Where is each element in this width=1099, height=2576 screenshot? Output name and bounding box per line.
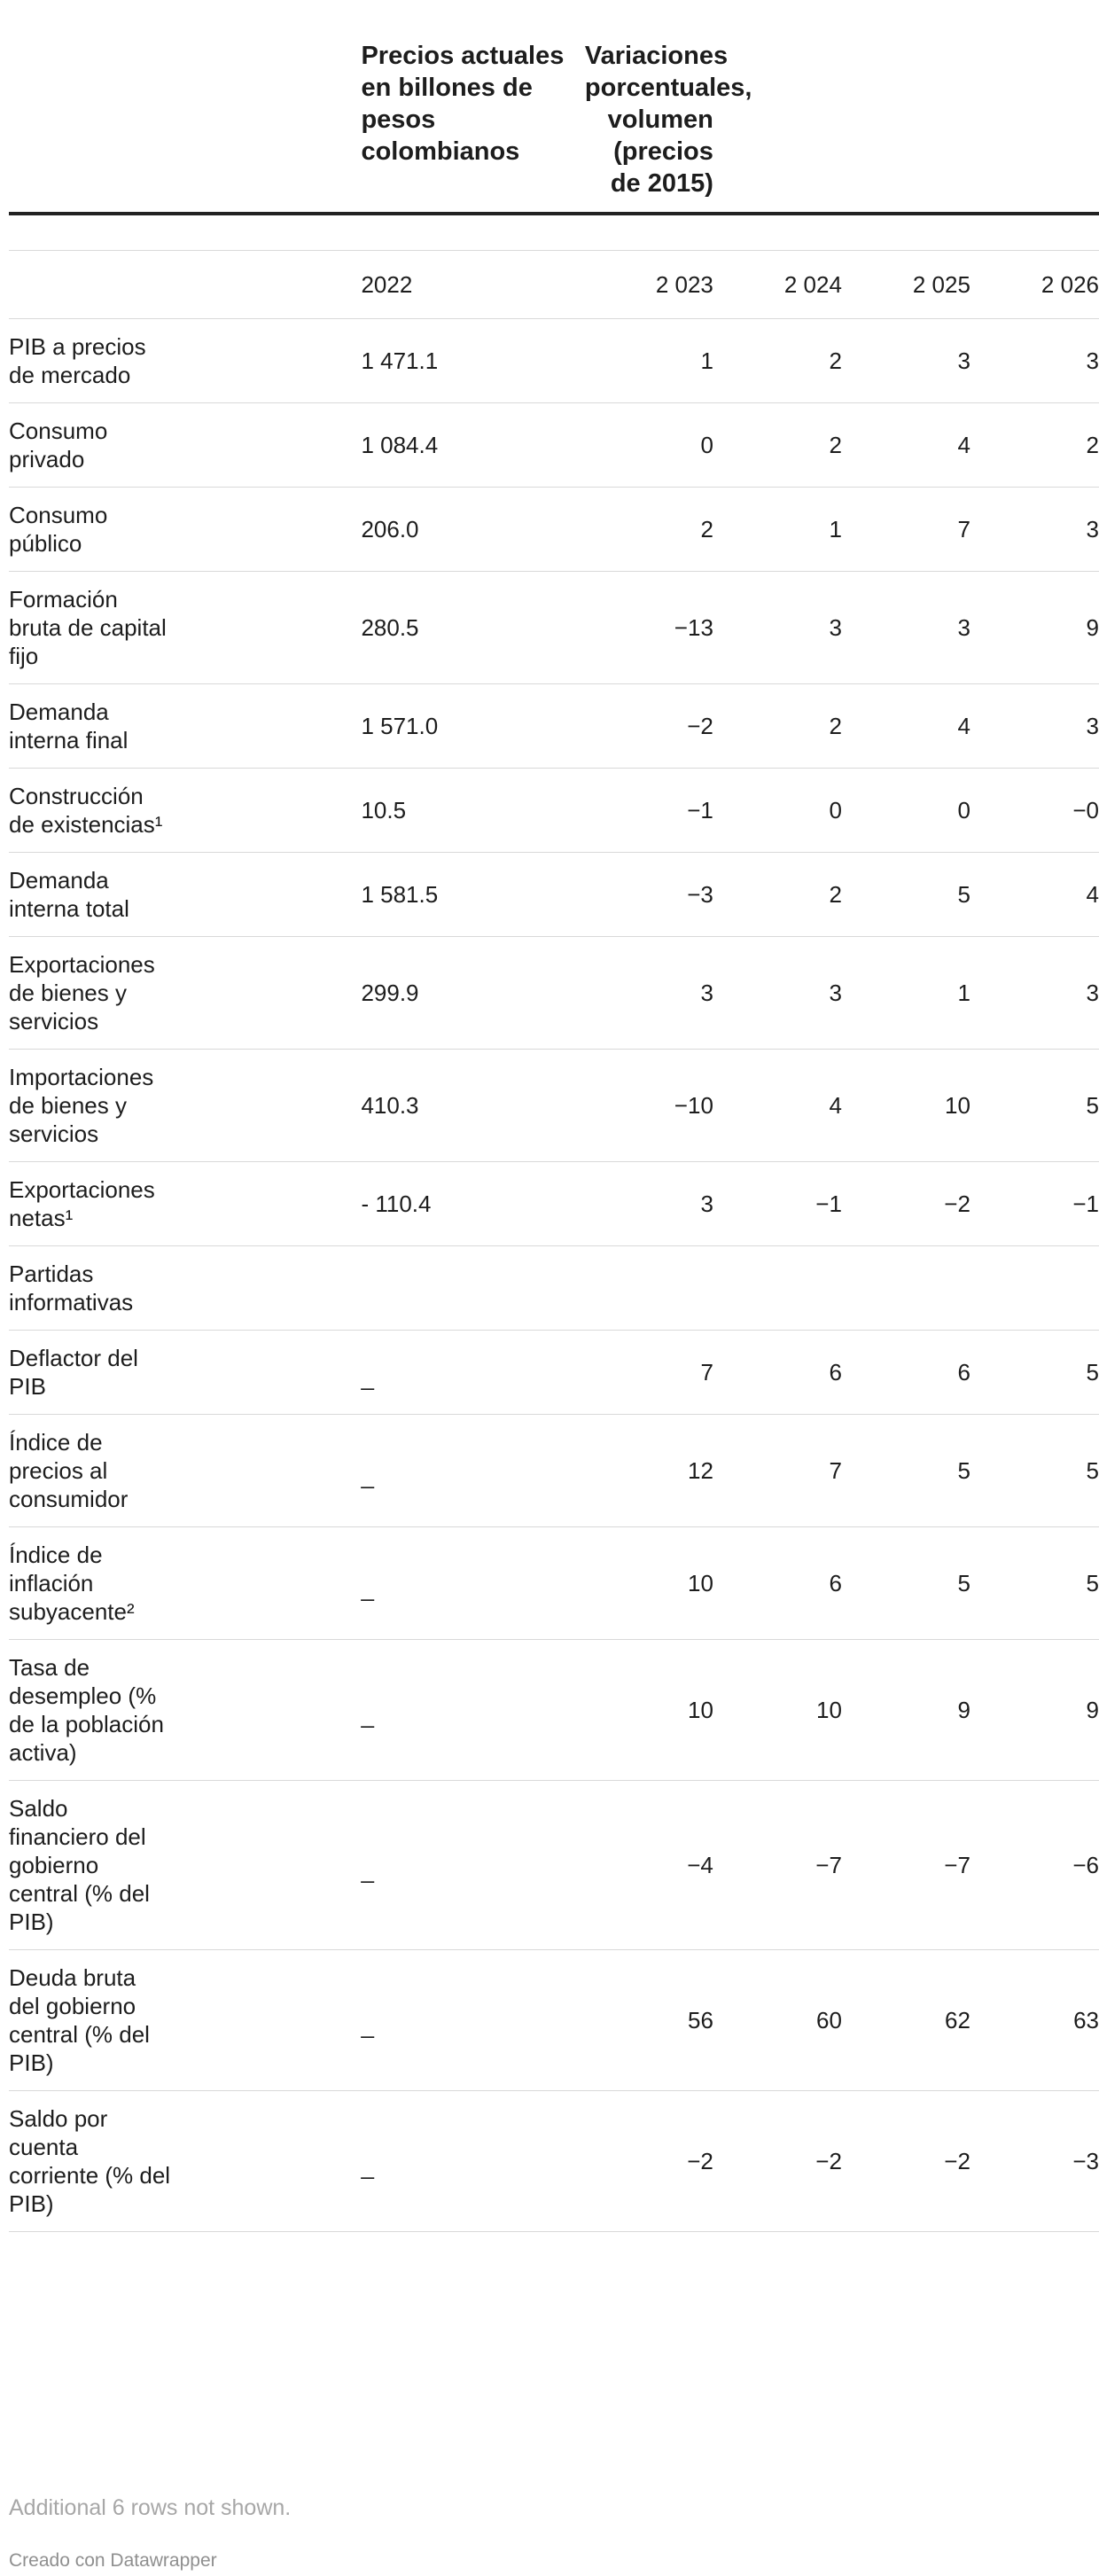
cell-2022-value: _ bbox=[361, 1857, 374, 1884]
years-label-cell bbox=[9, 251, 361, 319]
cell-2023: −4 bbox=[585, 1781, 713, 1950]
row-label-text: Exportaciones de bienes y servicios bbox=[9, 951, 155, 1034]
cell-2023: −13 bbox=[585, 572, 713, 684]
row-label bbox=[9, 937, 361, 1050]
cell-2024: 2 bbox=[713, 684, 842, 769]
row-label-text: Demanda interna total bbox=[9, 867, 129, 922]
cell-2024: 2 bbox=[713, 319, 842, 403]
table-row bbox=[9, 1781, 1099, 1950]
cell-2022-value: 280.5 bbox=[361, 614, 419, 641]
header-label bbox=[9, 0, 361, 214]
row-label-text: Saldo financiero del gobierno central (% del PIB) bbox=[9, 1795, 150, 1935]
cell-2023 bbox=[585, 1246, 713, 1331]
cell-2022-value: _ bbox=[361, 1463, 374, 1489]
cell-2022-value: 1 084.4 bbox=[361, 432, 439, 458]
cell-2026: 9 bbox=[970, 1640, 1099, 1781]
row-label-text: Consumo privado bbox=[9, 418, 108, 472]
table-row bbox=[9, 572, 1099, 684]
cell-2026: 5 bbox=[970, 1415, 1099, 1527]
cell-2024: 10 bbox=[713, 1640, 842, 1781]
cell-2023: 10 bbox=[585, 1527, 713, 1640]
table-row bbox=[9, 403, 1099, 488]
cell-2026: 5 bbox=[970, 1527, 1099, 1640]
table-row bbox=[9, 1527, 1099, 1640]
cell-2024: 6 bbox=[713, 1331, 842, 1415]
cell-2025: 62 bbox=[842, 1950, 970, 2091]
cell-2024: 1 bbox=[713, 488, 842, 572]
cell-2022-value: _ bbox=[361, 1364, 374, 1391]
data-table bbox=[9, 0, 1099, 2232]
row-label-text: Partidas informativas bbox=[9, 1261, 134, 1315]
cell-2022 bbox=[361, 1527, 584, 1640]
years-row bbox=[9, 251, 1099, 319]
cell-2025: −2 bbox=[842, 2091, 970, 2232]
header-variations: Variaciones porcentuales, volumen (precios de 2015) bbox=[584, 42, 752, 198]
cell-2022-value: 206.0 bbox=[361, 516, 419, 543]
cell-2026: 3 bbox=[970, 937, 1099, 1050]
cell-2022 bbox=[361, 1415, 584, 1527]
table-row bbox=[9, 488, 1099, 572]
cell-2022-value: _ bbox=[361, 2153, 374, 2180]
row-label-text: Deuda bruta del gobierno central (% del PIB) bbox=[9, 1964, 150, 2076]
row-label-text: Tasa de desempleo (% de la población activa) bbox=[9, 1654, 164, 1766]
row-label bbox=[9, 403, 361, 488]
cell-2022-value: 299.9 bbox=[361, 980, 419, 1006]
header-current-prices: Precios actuales en billones de pesos colombianos bbox=[361, 42, 565, 166]
cell-2026: 63 bbox=[970, 1950, 1099, 2091]
cell-2022 bbox=[361, 319, 584, 403]
cell-2024: −7 bbox=[713, 1781, 842, 1950]
cell-2022 bbox=[361, 684, 584, 769]
cell-2025: −7 bbox=[842, 1781, 970, 1950]
table-row bbox=[9, 1415, 1099, 1527]
row-label-text: Consumo público bbox=[9, 502, 108, 557]
table-row bbox=[9, 937, 1099, 1050]
cell-2025: 10 bbox=[842, 1050, 970, 1162]
row-label bbox=[9, 488, 361, 572]
table-row bbox=[9, 1640, 1099, 1781]
cell-2022-value: - 110.4 bbox=[361, 1190, 432, 1217]
cell-2023: 7 bbox=[585, 1331, 713, 1415]
row-label-text: Deflactor del PIB bbox=[9, 1345, 138, 1400]
cell-2024: 6 bbox=[713, 1527, 842, 1640]
cell-2022 bbox=[361, 1050, 584, 1162]
year-2022: 2022 bbox=[361, 251, 584, 319]
header-row bbox=[9, 0, 1099, 214]
row-label-text: Exportaciones netas¹ bbox=[9, 1176, 155, 1231]
cell-2022-value: _ bbox=[361, 1575, 374, 1602]
cell-2025: 9 bbox=[842, 1640, 970, 1781]
cell-2026: 5 bbox=[970, 1331, 1099, 1415]
cell-2026: 3 bbox=[970, 488, 1099, 572]
row-label bbox=[9, 1331, 361, 1415]
cell-2023: 56 bbox=[585, 1950, 713, 2091]
cell-2023: −10 bbox=[585, 1050, 713, 1162]
cell-2024: 3 bbox=[713, 572, 842, 684]
spacer-row bbox=[9, 214, 1099, 251]
row-label bbox=[9, 1527, 361, 1640]
year-2025: 2 025 bbox=[842, 251, 970, 319]
cell-2026: 3 bbox=[970, 684, 1099, 769]
cell-2022-value: 410.3 bbox=[361, 1092, 419, 1119]
cell-2024: 60 bbox=[713, 1950, 842, 2091]
cell-2023: 12 bbox=[585, 1415, 713, 1527]
table-row bbox=[9, 2091, 1099, 2232]
row-label bbox=[9, 1050, 361, 1162]
header-empty bbox=[713, 0, 842, 214]
row-label bbox=[9, 1415, 361, 1527]
row-label-text: Índice de inflación subyacente² bbox=[9, 1542, 135, 1625]
cell-2026: −6 bbox=[970, 1781, 1099, 1950]
cell-2023: −3 bbox=[585, 853, 713, 937]
cell-2022 bbox=[361, 853, 584, 937]
cell-2025: 4 bbox=[842, 684, 970, 769]
cell-2025 bbox=[842, 1246, 970, 1331]
row-label bbox=[9, 1640, 361, 1781]
cell-2024: 4 bbox=[713, 1050, 842, 1162]
cell-2025: 5 bbox=[842, 1415, 970, 1527]
table-row bbox=[9, 319, 1099, 403]
header-empty bbox=[842, 0, 970, 214]
cell-2024: 2 bbox=[713, 403, 842, 488]
cell-2026: −1 bbox=[970, 1162, 1099, 1246]
table-row bbox=[9, 853, 1099, 937]
cell-2025: 0 bbox=[842, 769, 970, 853]
cell-2023: −1 bbox=[585, 769, 713, 853]
row-label-text: Formación bruta de capital fijo bbox=[9, 586, 167, 669]
row-label bbox=[9, 1781, 361, 1950]
cell-2026: 5 bbox=[970, 1050, 1099, 1162]
cell-2023: 3 bbox=[585, 1162, 713, 1246]
cell-2022-value: 1 581.5 bbox=[361, 881, 439, 908]
cell-2025: 5 bbox=[842, 1527, 970, 1640]
row-label bbox=[9, 2091, 361, 2232]
cell-2024: 3 bbox=[713, 937, 842, 1050]
cell-2022-value: _ bbox=[361, 2012, 374, 2039]
cell-2022 bbox=[361, 2091, 584, 2232]
cell-2025: 3 bbox=[842, 319, 970, 403]
table-row bbox=[9, 684, 1099, 769]
row-label bbox=[9, 684, 361, 769]
year-2024: 2 024 bbox=[713, 251, 842, 319]
cell-2024: −1 bbox=[713, 1162, 842, 1246]
cell-2026: 3 bbox=[970, 319, 1099, 403]
cell-2025: 4 bbox=[842, 403, 970, 488]
cell-2026: 4 bbox=[970, 853, 1099, 937]
row-label bbox=[9, 853, 361, 937]
cell-2024 bbox=[713, 1246, 842, 1331]
cell-2025: 3 bbox=[842, 572, 970, 684]
row-label-text: Demanda interna final bbox=[9, 699, 129, 753]
year-2026: 2 026 bbox=[970, 251, 1099, 319]
rows-not-shown-note: Additional 6 rows not shown. bbox=[9, 2495, 292, 2520]
cell-2024: 7 bbox=[713, 1415, 842, 1527]
cell-2022 bbox=[361, 572, 584, 684]
row-label bbox=[9, 1950, 361, 2091]
cell-2026: −0 bbox=[970, 769, 1099, 853]
cell-2025: 5 bbox=[842, 853, 970, 937]
cell-2023: −2 bbox=[585, 2091, 713, 2232]
cell-2022 bbox=[361, 403, 584, 488]
cell-2022-value: 1 471.1 bbox=[361, 347, 439, 374]
table-row bbox=[9, 1162, 1099, 1246]
header-empty bbox=[970, 0, 1099, 214]
cell-2022 bbox=[361, 1781, 584, 1950]
cell-2023: 2 bbox=[585, 488, 713, 572]
row-label bbox=[9, 572, 361, 684]
cell-2025: 7 bbox=[842, 488, 970, 572]
cell-2026: 9 bbox=[970, 572, 1099, 684]
cell-2022 bbox=[361, 937, 584, 1050]
table-row bbox=[9, 1331, 1099, 1415]
cell-2023: 10 bbox=[585, 1640, 713, 1781]
cell-2024: −2 bbox=[713, 2091, 842, 2232]
cell-2022 bbox=[361, 769, 584, 853]
table-row bbox=[9, 1050, 1099, 1162]
year-2023: 2 023 bbox=[585, 251, 713, 319]
cell-2026 bbox=[970, 1246, 1099, 1331]
cell-2026: 2 bbox=[970, 403, 1099, 488]
datawrapper-credit[interactable]: Creado con Datawrapper bbox=[9, 2550, 217, 2571]
cell-2022 bbox=[361, 1950, 584, 2091]
cell-2022 bbox=[361, 488, 584, 572]
cell-2025: 6 bbox=[842, 1331, 970, 1415]
data-table-container bbox=[9, 0, 1099, 2576]
cell-2023: −2 bbox=[585, 684, 713, 769]
row-label-text: Saldo por cuenta corriente (% del PIB) bbox=[9, 2105, 171, 2217]
cell-2026: −3 bbox=[970, 2091, 1099, 2232]
cell-2022 bbox=[361, 1246, 584, 1331]
row-label bbox=[9, 319, 361, 403]
table-row bbox=[9, 1246, 1099, 1331]
row-label bbox=[9, 1162, 361, 1246]
cell-2024: 2 bbox=[713, 853, 842, 937]
cell-2025: −2 bbox=[842, 1162, 970, 1246]
table-row bbox=[9, 1950, 1099, 2091]
row-label-text: Importaciones de bienes y servicios bbox=[9, 1064, 154, 1147]
cell-2023: 3 bbox=[585, 937, 713, 1050]
cell-2022-value: 10.5 bbox=[361, 797, 407, 824]
cell-2022-value: 1 571.0 bbox=[361, 713, 439, 739]
cell-2022-value: _ bbox=[361, 1702, 374, 1729]
row-label bbox=[9, 769, 361, 853]
cell-2022 bbox=[361, 1640, 584, 1781]
cell-2025: 1 bbox=[842, 937, 970, 1050]
row-label-text: Construcción de existencias¹ bbox=[9, 783, 163, 838]
row-label-text: Índice de precios al consumidor bbox=[9, 1429, 129, 1512]
cell-2023: 1 bbox=[585, 319, 713, 403]
cell-2022 bbox=[361, 1331, 584, 1415]
cell-2023: 0 bbox=[585, 403, 713, 488]
table-row bbox=[9, 769, 1099, 853]
row-label bbox=[9, 1246, 361, 1331]
row-label-text: PIB a precios de mercado bbox=[9, 333, 146, 388]
cell-2022 bbox=[361, 1162, 584, 1246]
cell-2024: 0 bbox=[713, 769, 842, 853]
